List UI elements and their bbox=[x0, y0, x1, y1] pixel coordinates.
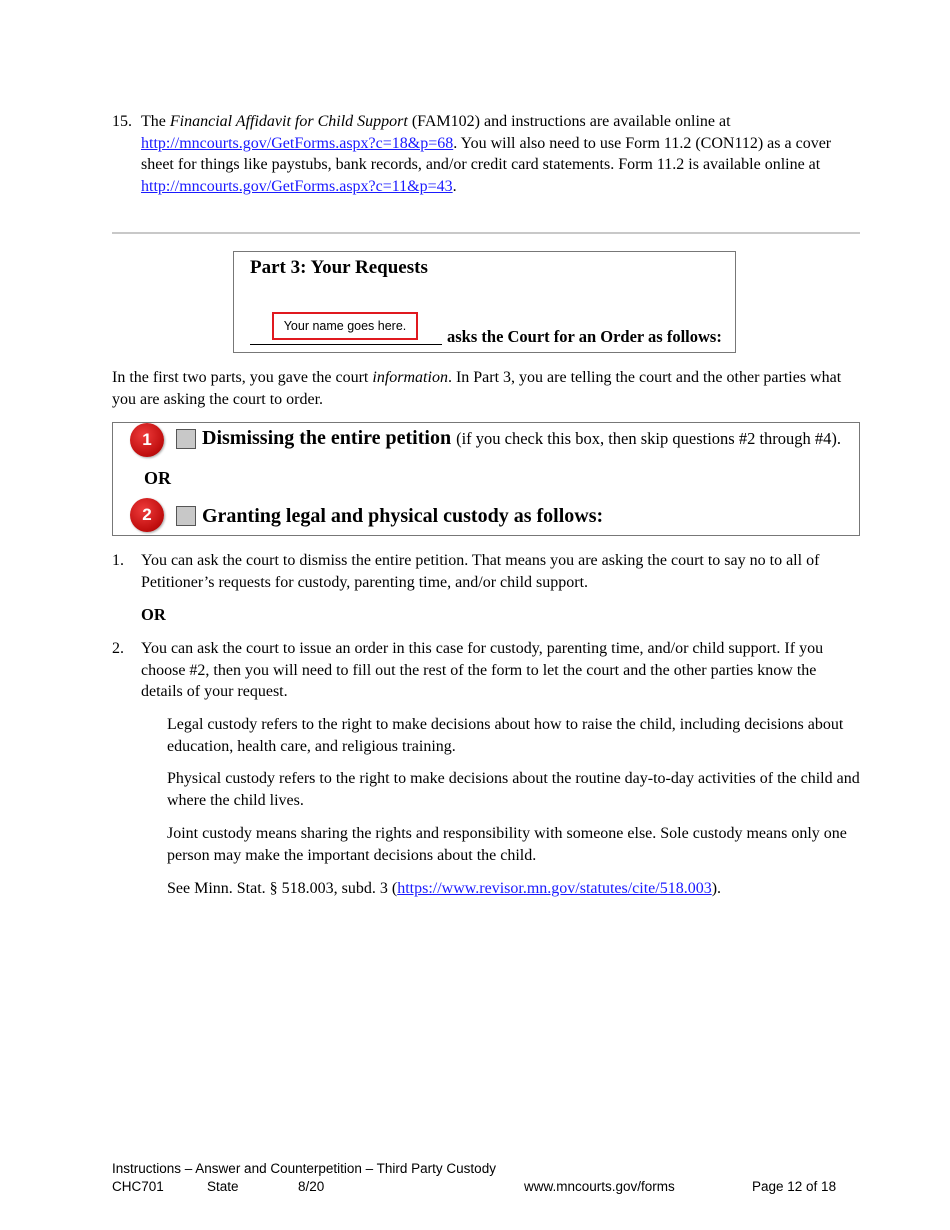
footer-date: 8/20 bbox=[298, 1179, 325, 1194]
footer-page-number: Page 12 of 18 bbox=[752, 1179, 837, 1194]
text: In the first two parts, you gave the court bbox=[112, 369, 373, 386]
text: . You will also need to use Form 11.2 (CON112) as a cover sheet for things like paystubs, bank records, and/or credit card statements. Form 11.2 is available online at bbox=[141, 134, 832, 173]
footer-state: State bbox=[207, 1179, 239, 1194]
name-field[interactable]: Your name goes here. bbox=[272, 312, 418, 340]
item-number: 2. bbox=[112, 640, 124, 657]
option-2-label: Granting legal and physical custody as follows: bbox=[202, 505, 604, 527]
custody-checkbox[interactable] bbox=[176, 506, 196, 526]
item-15 bbox=[112, 111, 862, 197]
con112-link[interactable]: http://mncourts.gov/GetForms.aspx?c=11&p=43 bbox=[141, 177, 453, 195]
asks-text: asks the Court for an Order as follows: bbox=[447, 327, 722, 346]
text: (FAM102) and instructions are available online at bbox=[407, 113, 731, 130]
or-label-2: OR bbox=[141, 605, 166, 624]
text: See Minn. Stat. § 518.003, subd. 3 ( bbox=[167, 880, 398, 897]
text: The bbox=[141, 113, 170, 130]
text: . bbox=[452, 177, 457, 195]
option-1-note: (if you check this box, then skip questions #2 through #4). bbox=[456, 429, 842, 448]
explanation-2-text: You can ask the court to issue an order in this case for custody, parenting time, and/or child support. If you choose #2, then you will need to fill out the rest of the form to let the court and the other parties know the details of your request. bbox=[141, 640, 824, 700]
options-box bbox=[112, 422, 860, 536]
or-label: OR bbox=[144, 468, 171, 488]
form-title: Financial Affidavit for Child Support bbox=[169, 113, 408, 130]
badge-2: 2 bbox=[130, 498, 164, 532]
footer-title: Instructions – Answer and Counterpetition – Third Party Custody bbox=[112, 1161, 496, 1176]
part3-box bbox=[233, 251, 736, 353]
joint-custody-text: Joint custody means sharing the rights and responsibility with someone else. Sole custody means only one person may make the important decisions about the child. bbox=[167, 825, 847, 864]
item-number: 1. bbox=[112, 552, 124, 569]
explanation-2 bbox=[112, 638, 862, 703]
fam102-link[interactable]: http://mncourts.gov/GetForms.aspx?c=18&p=68 bbox=[141, 134, 454, 152]
item-number: 15. bbox=[112, 113, 132, 130]
part3-title: Part 3: Your Requests bbox=[250, 257, 428, 278]
item-15-text bbox=[141, 111, 862, 197]
dismiss-checkbox[interactable] bbox=[176, 429, 196, 449]
legal-custody-text: Legal custody refers to the right to make decisions about how to raise the child, including decisions about education, health care, and religious training. bbox=[167, 716, 844, 755]
statute-reference bbox=[167, 878, 862, 900]
option-1-label: Dismissing the entire petition bbox=[202, 427, 452, 449]
badge-1: 1 bbox=[130, 423, 164, 457]
text: . In Part 3, you are telling the court and the other parties what you are asking the court to order. bbox=[112, 369, 842, 408]
footer-website: www.mncourts.gov/forms bbox=[524, 1179, 675, 1194]
physical-custody-text: Physical custody refers to the right to make decisions about the routine day-to-day activities of the child and where the child lives. bbox=[167, 770, 860, 809]
section-divider bbox=[112, 232, 860, 234]
explanation-1 bbox=[112, 550, 862, 593]
option-1 bbox=[202, 427, 841, 450]
text: information bbox=[372, 369, 448, 386]
explanation-1-text: You can ask the court to dismiss the entire petition. That means you are asking the court to say no to all of Petitioner’s requests for custody, parenting time, and/or child support. bbox=[141, 552, 820, 591]
footer-form-code: CHC701 bbox=[112, 1179, 164, 1194]
name-underline bbox=[250, 344, 442, 345]
intro-paragraph bbox=[112, 367, 867, 410]
statute-link[interactable]: https://www.revisor.mn.gov/statutes/cite/518.003 bbox=[397, 880, 712, 897]
text: ). bbox=[711, 880, 722, 897]
